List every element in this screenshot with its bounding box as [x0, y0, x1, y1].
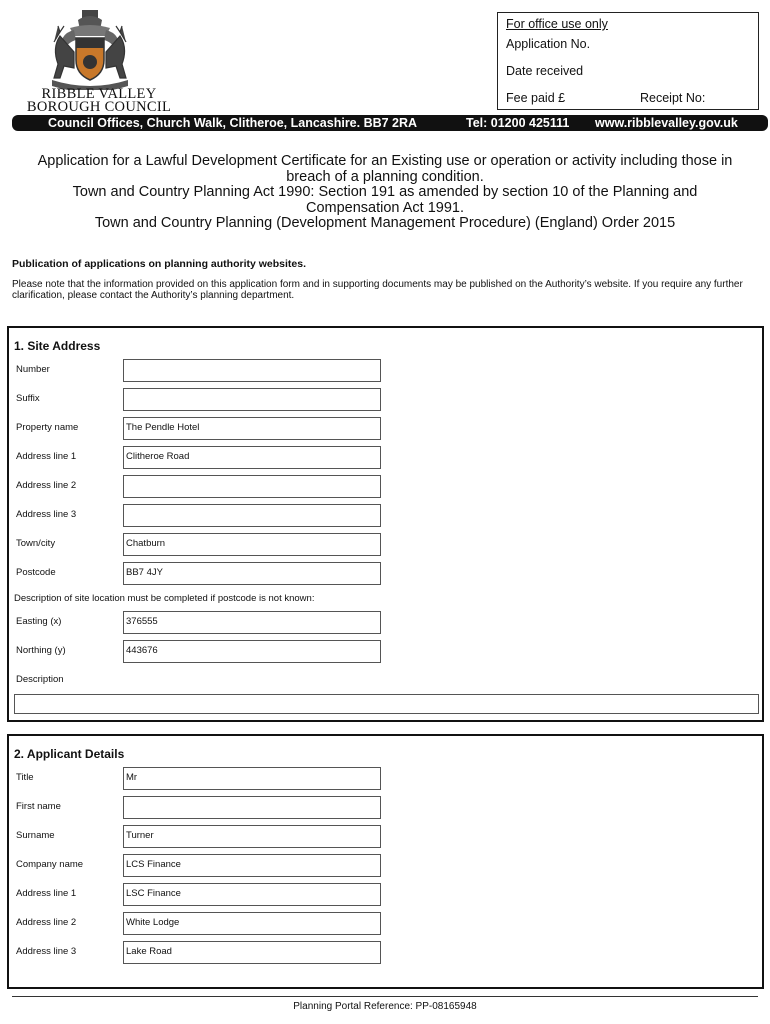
applicant-address-line-2-field[interactable]: White Lodge [123, 912, 381, 935]
document-title [8, 154, 762, 232]
title-line: Compensation Act 1991. [306, 199, 464, 216]
planning-portal-reference: Planning Portal Reference: PP-08165948 [293, 1001, 477, 1012]
contact-bar [12, 115, 768, 131]
council-name-line1: RIBBLE VALLEY [41, 86, 157, 102]
title-line: Application for a Lawful Development Certificate for an Existing use or operation or activity including those in [37, 153, 733, 169]
address-line-3-field[interactable] [123, 504, 381, 527]
applicant-address-line-1-field[interactable]: LSC Finance [123, 883, 381, 906]
description-label: Description [16, 674, 64, 685]
first-name-label: First name [16, 801, 61, 812]
footer-divider [12, 996, 758, 997]
title-field[interactable]: Mr [123, 767, 381, 790]
publication-heading: Publication of applications on planning authority websites. [12, 258, 307, 270]
applicant-address-line-3-field[interactable]: Lake Road [123, 941, 381, 964]
surname-label: Surname [16, 830, 55, 841]
location-note: Description of site location must be completed if postcode is not known: [14, 593, 315, 604]
address-line-3-label: Address line 3 [16, 509, 77, 520]
easting-field[interactable]: 376555 [123, 611, 381, 634]
office-fee-paid: Fee paid £ [506, 91, 566, 105]
applicant-address-line-3-label: Address line 3 [16, 946, 77, 957]
property-name-label: Property name [16, 422, 79, 433]
title-label: Title [16, 772, 34, 783]
contact-website[interactable]: www.ribblevalley.gov.uk [595, 116, 738, 130]
northing-field[interactable]: 443676 [123, 640, 381, 663]
office-application-no: Application No. [506, 37, 591, 51]
town-city-field[interactable]: Chatburn [123, 533, 381, 556]
address-line-2-field[interactable] [123, 475, 381, 498]
applicant-details-section [7, 734, 764, 989]
contact-telephone: Tel: 01200 425111 [466, 116, 570, 130]
title-line: Town and Country Planning (Development Management Procedure) (England) Order 2015 [94, 215, 676, 231]
council-name-line2: BOROUGH COUNCIL [26, 99, 172, 115]
site-address-title: 1. Site Address [14, 339, 101, 353]
number-label: Number [16, 364, 50, 375]
applicant-details-title: 2. Applicant Details [14, 747, 125, 761]
council-crest-logo [40, 8, 140, 90]
suffix-field[interactable] [123, 388, 381, 411]
council-name [24, 88, 174, 114]
address-line-1-label: Address line 1 [16, 451, 77, 462]
town-city-label: Town/city [16, 538, 56, 549]
northing-label: Northing (y) [16, 645, 66, 656]
office-use-title: For office use only [506, 17, 608, 31]
postcode-label: Postcode [16, 567, 56, 578]
surname-field[interactable]: Turner [123, 825, 381, 848]
easting-label: Easting (x) [16, 616, 62, 627]
applicant-address-line-2-label: Address line 2 [16, 917, 77, 928]
company-name-field[interactable]: LCS Finance [123, 854, 381, 877]
suffix-label: Suffix [16, 393, 40, 404]
contact-address: Council Offices, Church Walk, Clitheroe, Lancashire. BB7 2RA [48, 116, 418, 130]
description-field[interactable] [14, 694, 759, 714]
company-name-label: Company name [16, 859, 84, 870]
office-use-box [497, 12, 759, 110]
site-address-section [7, 326, 764, 722]
office-receipt-no: Receipt No: [640, 91, 706, 105]
address-line-1-field[interactable]: Clitheroe Road [123, 446, 381, 469]
publication-note: Please note that the information provided on this application form and in supporting documents may be published on the Authority’s website. If you require any further clarification, please contact the Authority’s planning department. [12, 279, 743, 301]
title-line: Town and Country Planning Act 1990: Section 191 as amended by section 10 of the Planning and [72, 184, 698, 200]
title-line: breach of a planning condition. [286, 168, 484, 185]
postcode-field[interactable]: BB7 4JY [123, 562, 381, 585]
number-field[interactable] [123, 359, 381, 382]
applicant-address-line-1-label: Address line 1 [16, 888, 77, 899]
first-name-field[interactable] [123, 796, 381, 819]
property-name-field[interactable]: The Pendle Hotel [123, 417, 381, 440]
address-line-2-label: Address line 2 [16, 480, 77, 491]
office-date-received: Date received [506, 64, 584, 78]
